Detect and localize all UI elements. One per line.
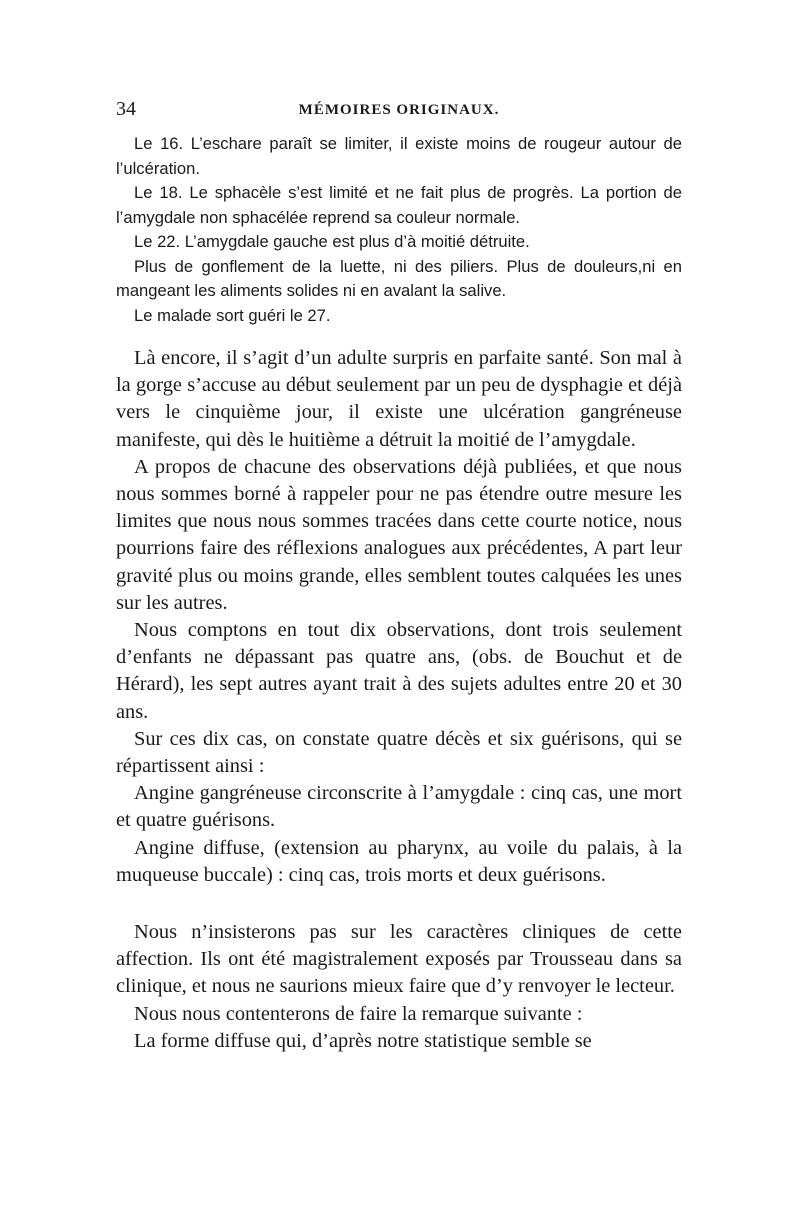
paragraph: Angine gangréneuse circonscrite à l’amygdale : cinq cas, une mort et quatre guérisons. <box>116 782 682 832</box>
note-line: Le 18. Le sphacèle s’est limité et ne fait plus de progrès. La portion de l’amygdale non sphacélée reprend sa couleur normale. <box>116 183 682 227</box>
paragraph: Là encore, il s’agit d’un adulte surpris en parfaite santé. Son mal à la gorge s’accuse au début seulement par un peu de dysphagie et déjà vers le cinquième jour, il existe une ulcération gangréneuse manifeste, qui dès le huitième a détruit la moitié de l’amygdale. <box>116 347 682 451</box>
paragraph: Nous n’insisterons pas sur les caractères cliniques de cette affection. Ils ont été magistralement exposés par Trousseau dans sa clinique, et nous ne saurions mieux faire que d’y renvoyer le lecteur. <box>116 921 682 998</box>
page-header <box>116 98 682 126</box>
note-line: Le malade sort guéri le 27. <box>134 305 331 325</box>
page-number: 34 <box>116 98 136 120</box>
body-text <box>116 345 682 1055</box>
paragraph: Angine diffuse, (extension au pharynx, au voile du palais, à la muqueuse buccale) : cinq cas, trois morts et deux guérisons. <box>116 836 682 886</box>
paragraph: Nous nous contenterons de faire la remarque suivante : <box>134 1002 583 1025</box>
paragraph: Nous comptons en tout dix observations, dont trois seulement d’enfants ne dépassant pas quatre ans, (obs. de Bouchut et de Hérard), les sept autres ayant trait à des sujets adultes entre 20 et 30 ans. <box>116 619 682 723</box>
note-line: Plus de gonflement de la luette, ni des piliers. Plus de douleurs,ni en mangeant les aliments solides ni en avalant la salive. <box>116 256 682 300</box>
observation-notes <box>116 132 682 328</box>
note-line: Le 16. L’eschare paraît se limiter, il existe moins de rougeur autour de l’ulcération. <box>116 134 682 178</box>
running-title: MÉMOIRES ORIGINAUX. <box>298 102 500 118</box>
paragraph: Sur ces dix cas, on constate quatre décès et six guérisons, qui se répartissent ainsi : <box>116 727 682 778</box>
paragraph: A propos de chacune des observations déjà publiées, et que nous nous sommes borné à rappeler pour ne pas étendre outre mesure les limites que nous nous sommes tracées dans cette courte notice, nous pourrions faire des réflexions analogues aux précédentes, A part leur gravité plus ou moins grande, elles semblent toutes calquées les unes sur les autres. <box>116 455 682 614</box>
paragraph: La forme diffuse qui, d’après notre statistique semble se <box>134 1029 592 1052</box>
note-line: Le 22. L’amygdale gauche est plus d’à moitié détruite. <box>134 232 530 251</box>
